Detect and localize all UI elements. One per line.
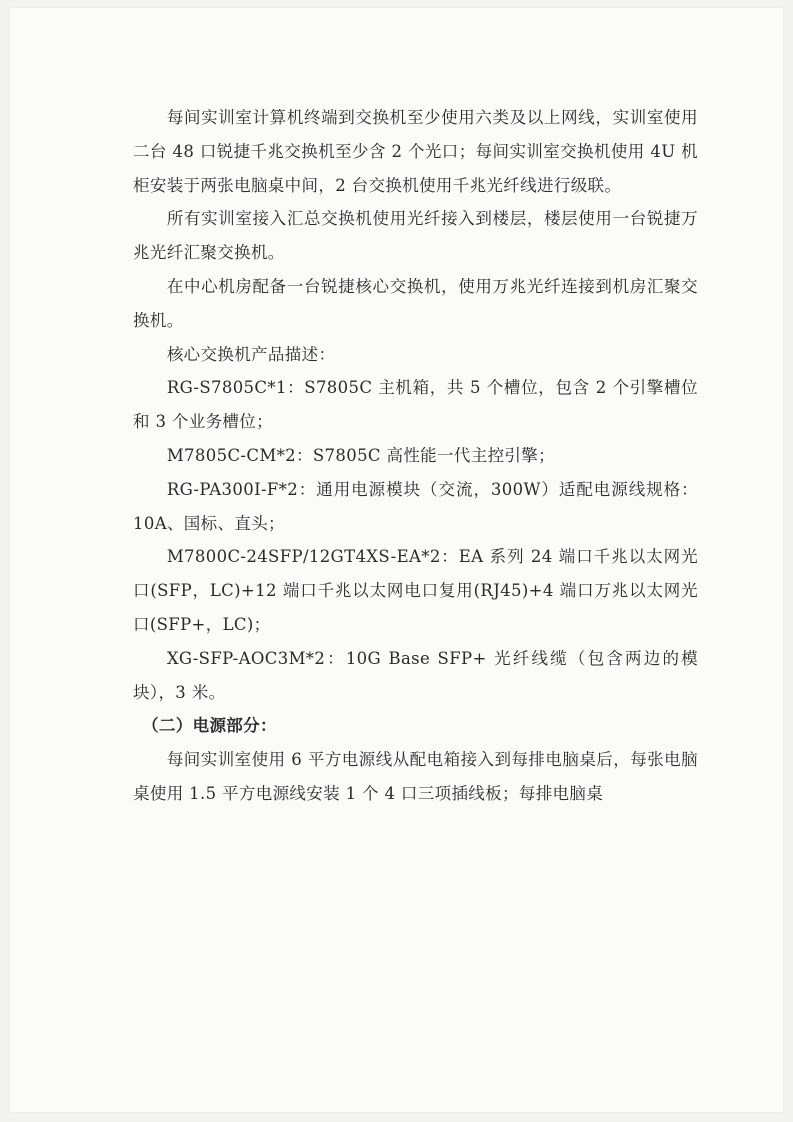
document-page [10, 8, 783, 1112]
paragraph-aggregation: 所有实训室接入汇总交换机使用光纤接入到楼层，楼层使用一台锐捷万兆光纤汇聚交换机。 [133, 209, 698, 263]
section-heading-power: （二）电源部分： [142, 716, 277, 736]
paragraph-network-cabling: 每间实训室计算机终端到交换机至少使用六类及以上网线，实训室使用二台 48 口锐捷千兆交换机至少含 2 个光口；每间实训室交换机使用 4U 机柜安装于两张电脑桌中间，2 台交换机使用千兆光纤线进行级联。 [133, 108, 698, 195]
paragraph-core-switch: 在中心机房配备一台锐捷核心交换机，使用万兆光纤连接到机房汇聚交换机。 [133, 276, 698, 330]
document-body [133, 101, 698, 811]
paragraph-engine: M7805C-CM*2：S7805C 高性能一代主控引擎； [166, 445, 555, 465]
paragraph-power-module: RG-PA300I-F*2：通用电源模块（交流，300W）适配电源线规格：10A、国标、直头； [133, 479, 698, 533]
paragraph-product-desc-title: 核心交换机产品描述： [166, 344, 336, 364]
paragraph-line-card: M7800C-24SFP/12GT4XS-EA*2：EA 系列 24 端口千兆以太网光口(SFP，LC)+12 端口千兆以太网电口复用(RJ45)+4 端口万兆以太网光口(SFP+，LC)； [133, 547, 698, 634]
paragraph-chassis: RG-S7805C*1：S7805C 主机箱，共 5 个槽位，包含 2 个引擎槽位和 3 个业务槽位； [133, 378, 698, 432]
paragraph-aoc-cable: XG-SFP-AOC3M*2：10G Base SFP+ 光纤线缆（包含两边的模块），3 米。 [133, 648, 698, 702]
paragraph-power-wiring: 每间实训室使用 6 平方电源线从配电箱接入到每排电脑桌后，每张电脑桌使用 1.5 平方电源线安装 1 个 4 口三项插线板；每排电脑桌 [133, 750, 698, 803]
